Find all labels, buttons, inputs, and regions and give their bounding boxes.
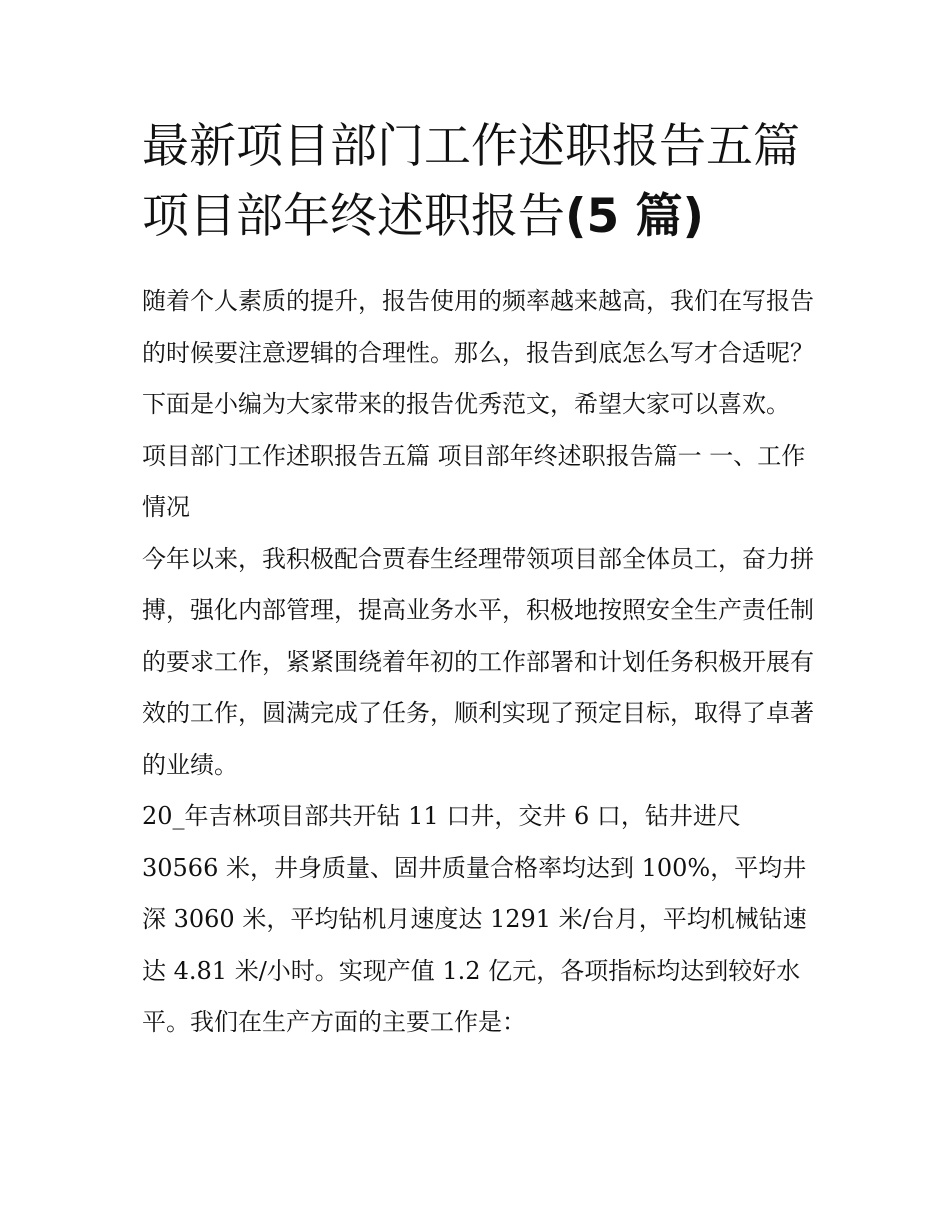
document-title [142,112,822,252]
production-stats-paragraph: 20_年吉林项目部共开钻 11 口井，交井 6 口，钻井进尺 30566 米，井身质量、固井质量合格率均达到 100%，平均井深 3060 米，平均钻机月速度达 1291 米/台月，平均机械钻速达 4.81 米/小时。实现产值 1.2 亿元，各项指标均达到较好水平。我们在生产方面的主要工作是： [142,802,807,1036]
intro-paragraph: 随着个人素质的提升，报告使用的频率越来越高，我们在写报告的时候要注意逻辑的合理性。那么，报告到底怎么写才合适呢？下面是小编为大家带来的报告优秀范文，希望大家可以喜欢。 [142,287,814,418]
work-summary-paragraph: 今年以来，我积极配合贾春生经理带领项目部全体员工，奋力拼搏，强化内部管理，提高业务水平，积极地按照安全生产责任制的要求工作，紧紧围绕着年初的工作部署和计划任务积极开展有效的工作，圆满完成了任务，顺利实现了预定目标，取得了卓著的业绩。 [142,544,814,779]
document-title-main: 最新项目部门工作述职报告五篇 项目部年终述职报告 [142,119,800,244]
document-title-suffix: (5 篇) [565,189,705,244]
document-body [142,276,814,1049]
section-heading-paragraph: 项目部门工作述职报告五篇 项目部年终述职报告篇一 一、工作情况 [142,441,806,521]
